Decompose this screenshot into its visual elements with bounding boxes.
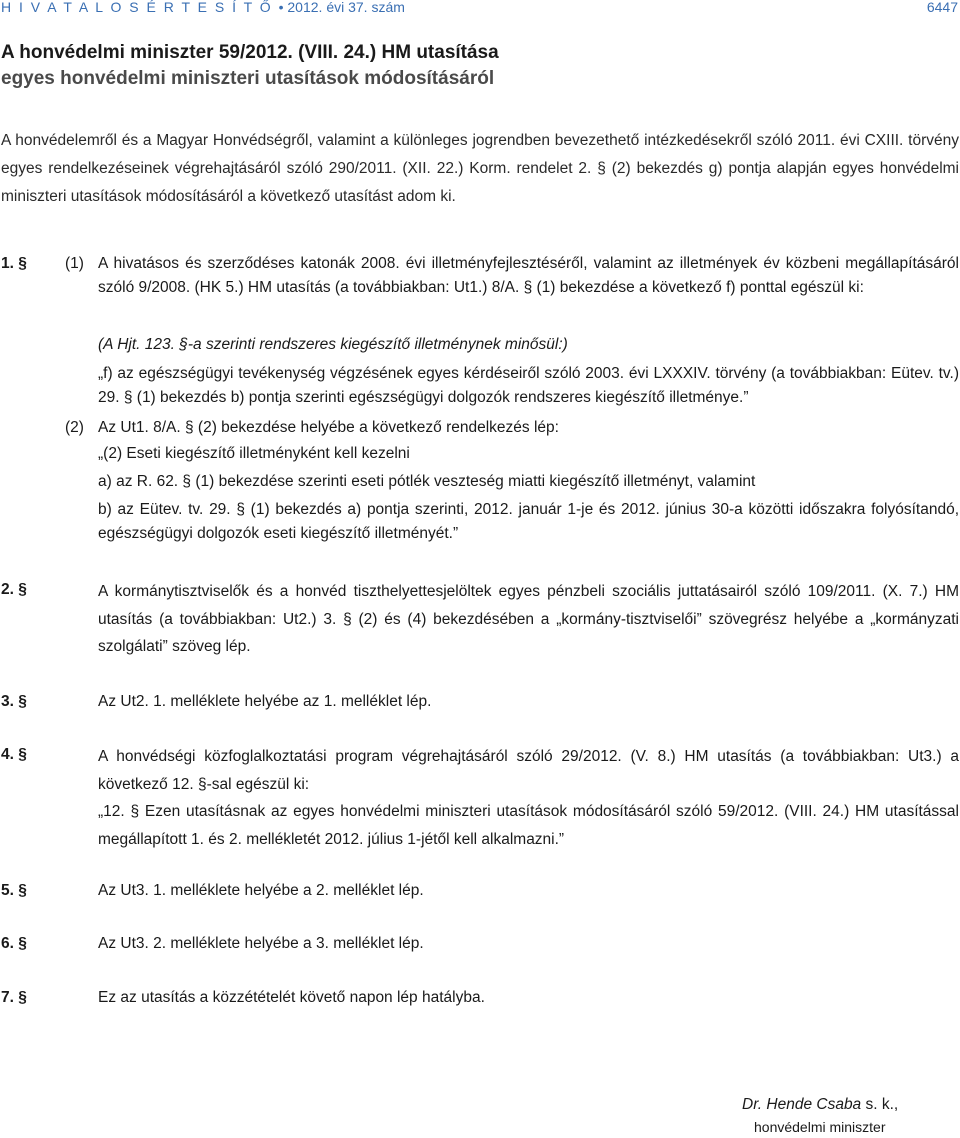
signatory-name: Dr. Hende Csaba bbox=[742, 1096, 862, 1113]
journal-name: H I V A T A L O S É R T E S Í T Ő bbox=[1, 0, 273, 15]
section-1-reference: (A Hjt. 123. §-a szerinti rendszeres kiegészítő illetménynek minősül:) bbox=[98, 336, 568, 353]
section-1-quote-line-1: „(2) Eseti kiegészítő illetményként kell kezelni bbox=[98, 445, 410, 462]
section-4-quote: „12. § Ezen utasításnak az egyes honvédelmi miniszteri utasítások módosításáról szóló 59/2012. (VIII. 24.) HM utasítással megállapított 1. és 2. mellékletét 2012. július 1-jétől kell alkalmazni.” bbox=[98, 803, 959, 848]
section-2 bbox=[1, 578, 959, 658]
section-5 bbox=[1, 879, 959, 905]
section-6 bbox=[1, 932, 959, 958]
page-number: 6447 bbox=[926, 0, 958, 15]
section-5-text: Az Ut3. 1. melléklete helyébe a 2. melléklet lép. bbox=[98, 882, 424, 899]
section-4-text: A honvédségi közfoglalkoztatási program végrehajtásáról szóló 29/2012. (V. 8.) HM utasítás (a továbbiakban: Ut3.) a következő 12. §-sal egészül ki: bbox=[98, 748, 959, 793]
section-1-paragraph-2: Az Ut1. 8/A. § (2) bekezdése helyébe a következő rendelkezés lép: bbox=[98, 419, 559, 436]
section-number: 6. § bbox=[1, 935, 27, 952]
paragraph-label: (1) bbox=[65, 255, 84, 272]
title-line-1: A honvédelmi miniszter 59/2012. (VIII. 24.) HM utasítása bbox=[1, 42, 499, 63]
page-header bbox=[0, 0, 960, 14]
section-7 bbox=[1, 986, 959, 1012]
section-1-quote-line-2: a) az R. 62. § (1) bekezdése szerinti eseti pótlék veszteség miatti kiegészítő illetményt, valamint bbox=[98, 473, 756, 490]
section-1-quote-line-3: b) az Eütev. tv. 29. § (1) bekezdés a) pontja szerinti, 2012. január 1-je és 2012. június 30-a közötti időszakra folyósítandó, egészségügyi dolgozók eseti kiegészítő illetményét.” bbox=[98, 501, 959, 543]
section-4 bbox=[1, 743, 959, 853]
signatory-role: honvédelmi miniszter bbox=[754, 1119, 886, 1135]
section-number: 5. § bbox=[1, 882, 27, 899]
section-number: 2. § bbox=[1, 581, 27, 598]
section-number: 3. § bbox=[1, 693, 27, 710]
section-number: 7. § bbox=[1, 989, 27, 1006]
preamble: A honvédelemről és a Magyar Honvédségről, valamint a különleges jogrendben bevezethető intézkedésekről szóló 2011. évi CXIII. törvény egyes rendelkezéseinek végrehajtásáról szóló 290/2011. (XII. 22.) Korm. rendelet 2. § (2) bekezdés g) pontja alapján egyes honvédelmi miniszteri utasítások módosításáról a következő utasítást adom ki. bbox=[1, 132, 959, 205]
section-7-text: Ez az utasítás a közzétételét követő napon lép hatályba. bbox=[98, 989, 485, 1006]
section-1-quote: „f) az egészségügyi tevékenység végzésének egyes kérdéseiről szóló 2003. évi LXXXIV. törvény (a továbbiakban: Eütev. tv.) 29. § (1) bekezdés b) pontja szerinti egészségügyi dolgozók rendszeres kiegészítő illetménye.” bbox=[98, 365, 959, 407]
section-2-text: A kormánytisztviselők és a honvéd tiszthelyettesjelöltek egyes pénzbeli szociális juttatásairól szóló 109/2011. (X. 7.) HM utasítás (a továbbiakban: Ut2.) 3. § (2) és (4) bekezdésében a „kormány-tisztviselői” szövegrész helyébe a „kormányzati szolgálati” szöveg lép. bbox=[98, 583, 959, 655]
section-number: 1. § bbox=[1, 255, 27, 272]
signatory-suffix: s. k., bbox=[861, 1096, 899, 1113]
document-title bbox=[1, 40, 951, 92]
section-1-paragraph-1: A hivatásos és szerződéses katonák 2008. évi illetményfejlesztéséről, valamint az illetmények év közbeni megállapításáról szóló 9/2008. (HK 5.) HM utasítás (a továbbiakban: Ut1.) 8/A. § (1) bekezdése a következő f) ponttal egészül ki: bbox=[98, 255, 959, 297]
section-1 bbox=[1, 252, 959, 582]
title-line-2: egyes honvédelmi miniszteri utasítások módosításáról bbox=[1, 68, 495, 89]
journal-header bbox=[1, 0, 405, 14]
paragraph-label: (2) bbox=[65, 419, 84, 436]
signature-block bbox=[742, 1094, 898, 1138]
issue-label: 2012. évi 37. szám bbox=[287, 0, 405, 15]
header-bullet: • bbox=[278, 0, 284, 15]
section-6-text: Az Ut3. 2. melléklete helyébe a 3. melléklet lép. bbox=[98, 935, 424, 952]
section-3-text: Az Ut2. 1. melléklete helyébe az 1. melléklet lép. bbox=[98, 693, 432, 710]
section-3 bbox=[1, 690, 959, 716]
section-number: 4. § bbox=[1, 746, 27, 763]
